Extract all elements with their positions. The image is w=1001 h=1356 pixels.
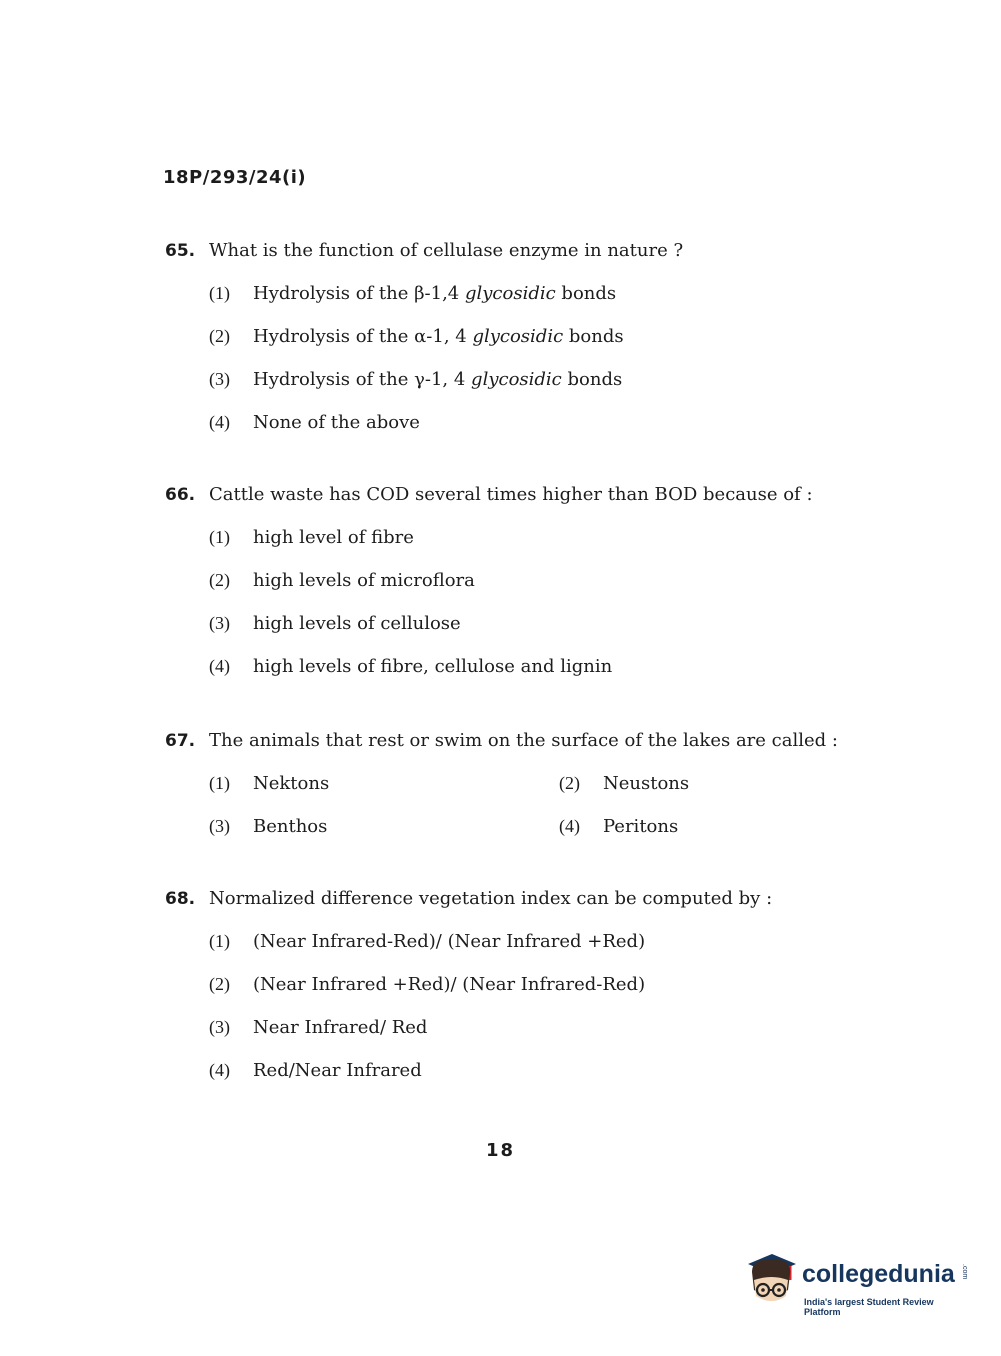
question-68: [165, 888, 865, 1081]
question-stem: [165, 240, 865, 261]
paper-code: 18P/293/24(i): [163, 167, 307, 188]
option-label: (4): [209, 412, 230, 432]
option-1: [209, 283, 865, 304]
option-text: Hydrolysis of the α-1, 4 glycosidic bonds: [253, 326, 624, 347]
option-1: [209, 527, 865, 548]
question-number: 67.: [165, 731, 196, 751]
option-3: [209, 816, 515, 837]
question-text: The animals that rest or swim on the surface of the lakes are called :: [209, 730, 838, 751]
option-text: high levels of cellulose: [253, 613, 461, 634]
question-text: Cattle waste has COD several times higher than BOD because of :: [209, 484, 813, 505]
option-label: (2): [209, 974, 230, 994]
option-label: (1): [209, 283, 230, 303]
option-4: [559, 816, 865, 837]
brand-tagline: India's largest Student Review Platform: [804, 1297, 934, 1317]
option-2: [209, 570, 865, 591]
option-text: Near Infrared/ Red: [253, 1017, 428, 1038]
question-number: 65.: [165, 241, 196, 261]
option-text: (Near Infrared-Red)/ (Near Infrared +Red): [253, 931, 646, 952]
option-text: Red/Near Infrared: [253, 1060, 422, 1081]
option-3: [209, 369, 865, 390]
option-text: high levels of microflora: [253, 570, 475, 591]
option-label: (3): [209, 369, 230, 389]
option-label: (4): [209, 656, 230, 676]
option-label: (3): [209, 613, 230, 633]
option-text: high level of fibre: [253, 527, 414, 548]
option-text: (Near Infrared +Red)/ (Near Infrared-Red): [253, 974, 646, 995]
question-number: 68.: [165, 889, 196, 909]
option-4: [209, 1060, 865, 1081]
option-1: [209, 773, 515, 794]
question-number: 66.: [165, 485, 196, 505]
option-label: (1): [209, 527, 230, 547]
option-label: (1): [209, 773, 230, 793]
option-text: Hydrolysis of the β-1,4 glycosidic bonds: [253, 283, 617, 304]
option-4: [209, 412, 865, 433]
option-label: (2): [559, 773, 580, 793]
question-stem: [165, 730, 865, 751]
question-66: [165, 484, 865, 677]
option-label: (3): [209, 816, 230, 836]
option-2: [559, 773, 865, 794]
option-row: [165, 816, 865, 837]
option-text: Hydrolysis of the γ-1, 4 glycosidic bonds: [253, 369, 623, 390]
option-label: (3): [209, 1017, 230, 1037]
option-label: (2): [209, 570, 230, 590]
option-3: [209, 1017, 865, 1038]
option-1: [209, 931, 865, 952]
option-2: [209, 326, 865, 347]
option-2: [209, 974, 865, 995]
option-text: high levels of fibre, cellulose and lignin: [253, 656, 613, 677]
option-3: [209, 613, 865, 634]
option-text: Peritons: [603, 816, 679, 837]
brand-dotcom: .com: [961, 1264, 968, 1280]
option-label: (4): [559, 816, 580, 836]
question-65: [165, 240, 865, 433]
question-67: [165, 730, 865, 837]
question-text: What is the function of cellulase enzyme in nature ?: [209, 240, 684, 261]
option-label: (1): [209, 931, 230, 951]
option-label: (4): [209, 1060, 230, 1080]
option-4: [209, 656, 865, 677]
brand-watermark: [742, 1250, 972, 1320]
option-label: (2): [209, 326, 230, 346]
question-stem: [165, 484, 865, 505]
brand-name: collegedunia: [802, 1260, 955, 1288]
option-text: Nektons: [253, 773, 330, 794]
option-row: [165, 773, 865, 794]
option-text: Neustons: [603, 773, 690, 794]
page-number: 18: [485, 1140, 516, 1161]
option-text: None of the above: [253, 412, 420, 433]
mascot-logo-icon: [742, 1250, 800, 1310]
question-stem: [165, 888, 865, 909]
option-text: Benthos: [253, 816, 328, 837]
question-text: Normalized difference vegetation index can be computed by :: [209, 888, 773, 909]
